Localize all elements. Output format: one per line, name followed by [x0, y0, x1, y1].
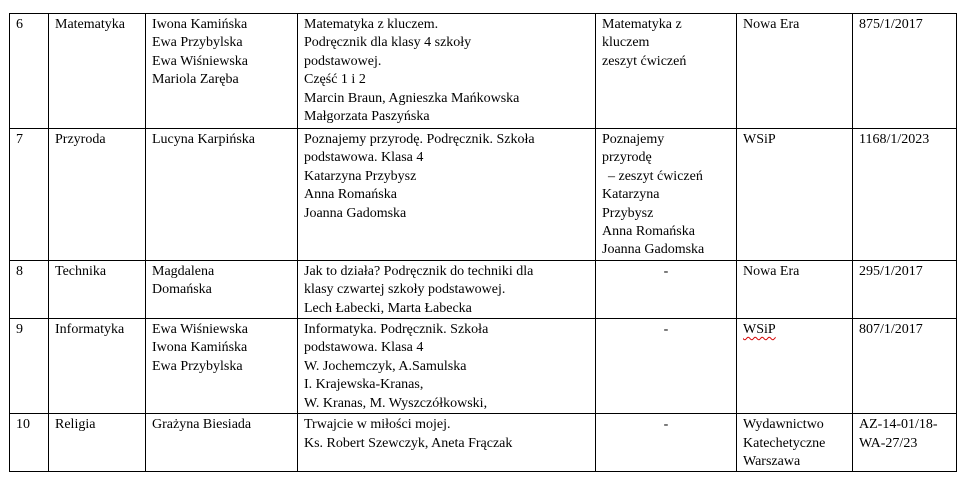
textbook-line: W. Kranas, M. Wyszczółkowski,: [304, 395, 488, 411]
row-number-cell: [10, 129, 49, 261]
publisher-line: Nowa Era: [743, 263, 800, 279]
publisher-line: Katechetyczne: [743, 435, 826, 451]
publisher-line: Wydawnictwo: [743, 417, 824, 433]
textbook-cell: [298, 129, 596, 261]
authors-line: Grażyna Biesiada: [152, 417, 252, 433]
authors-line: Ewa Wiśniewska: [152, 322, 248, 338]
row-number-text: 7: [16, 132, 23, 147]
row-number-text: 9: [16, 322, 23, 338]
workbook-line: -: [663, 417, 669, 433]
workbook-line: Anna Romańska: [602, 224, 695, 240]
approval-number-line: 875/1/2017: [859, 17, 923, 32]
textbook-line: Trwajcie w miłości mojej.: [304, 417, 451, 433]
approval-number-line: 295/1/2017: [859, 263, 923, 279]
approval-number-line: AZ-14-01/18-: [859, 417, 938, 433]
workbook-cell: [596, 129, 737, 261]
workbook-line: -: [663, 263, 669, 279]
authors-line: Ewa Wiśniewska: [152, 53, 248, 69]
textbook-line: Podręcznik dla klasy 4 szkoły: [304, 35, 472, 51]
textbook-line: Marcin Braun, Agnieszka Mańkowska: [304, 90, 520, 106]
textbook-cell: [298, 14, 596, 129]
authors-cell: [146, 14, 298, 129]
subject-text: Technika: [55, 263, 107, 279]
subject-text: Informatyka: [55, 322, 125, 338]
row-number-cell: [10, 260, 49, 318]
row-number-cell: [10, 414, 49, 472]
publisher-line: Nowa Era: [743, 17, 800, 32]
publisher-line: WSiP: [743, 132, 776, 147]
approval-number-cell: [853, 414, 957, 472]
table-row: [10, 14, 957, 129]
subject-cell: [49, 414, 146, 472]
workbook-cell: [596, 14, 737, 129]
textbook-line: Jak to działa? Podręcznik do techniki dla: [304, 263, 534, 279]
approval-number-cell: [853, 319, 957, 414]
textbook-cell: [298, 260, 596, 318]
textbook-line: Matematyka z kluczem.: [304, 17, 439, 32]
workbook-line: przyrodę: [602, 150, 652, 166]
table-row: [10, 129, 957, 261]
textbook-cell: [298, 319, 596, 414]
table-row: [10, 414, 957, 472]
textbook-line: I. Krajewska-Kranas,: [304, 377, 424, 393]
publisher-line: WSiP: [743, 322, 776, 338]
workbook-cell: [596, 260, 737, 318]
publisher-cell: [737, 319, 853, 414]
subject-text: Religia: [55, 417, 96, 433]
workbook-line: Katarzyna: [602, 187, 660, 203]
row-number-cell: [10, 319, 49, 414]
workbook-line: Poznajemy: [602, 132, 665, 147]
textbook-line: Joanna Gadomska: [304, 205, 407, 221]
approval-number-line: 1168/1/2023: [859, 132, 930, 147]
textbook-line: Informatyka. Podręcznik. Szkoła: [304, 322, 489, 338]
authors-line: Lucyna Karpińska: [152, 132, 256, 147]
textbook-line: Lech Łabecki, Marta Łabecka: [304, 300, 472, 316]
authors-line: Domańska: [152, 282, 212, 298]
table-row: [10, 260, 957, 318]
authors-cell: [146, 414, 298, 472]
authors-line: Ewa Przybylska: [152, 35, 243, 51]
workbook-cell: [596, 319, 737, 414]
publisher-cell: [737, 14, 853, 129]
authors-line: Ewa Przybylska: [152, 358, 243, 374]
approval-number-line: WA-27/23: [859, 435, 918, 451]
workbook-line: Przybysz: [602, 205, 654, 221]
textbook-line: Część 1 i 2: [304, 72, 366, 88]
textbook-line: Anna Romańska: [304, 187, 397, 203]
publisher-cell: [737, 129, 853, 261]
authors-line: Magdalena: [152, 263, 215, 279]
authors-line: Iwona Kamińska: [152, 340, 248, 356]
authors-cell: [146, 319, 298, 414]
approval-number-cell: [853, 14, 957, 129]
authors-line: Mariola Zaręba: [152, 72, 239, 88]
textbook-line: podstawowa. Klasa 4: [304, 150, 424, 166]
textbook-line: Ks. Robert Szewczyk, Aneta Frączak: [304, 435, 513, 451]
textbook-line: podstawowej.: [304, 53, 382, 69]
textbook-line: Małgorzata Paszyńska: [304, 109, 430, 125]
approval-number-cell: [853, 260, 957, 318]
workbook-line: zeszyt ćwiczeń: [602, 53, 687, 69]
textbook-line: podstawowa. Klasa 4: [304, 340, 424, 356]
workbook-line: Joanna Gadomska: [602, 242, 705, 258]
subject-text: Matematyka: [55, 17, 125, 32]
approval-number-line: 807/1/2017: [859, 322, 923, 338]
textbook-line: Katarzyna Przybysz: [304, 168, 417, 184]
workbook-cell: [596, 414, 737, 472]
subject-cell: [49, 319, 146, 414]
textbook-line: Poznajemy przyrodę. Podręcznik. Szkoła: [304, 132, 535, 147]
authors-cell: [146, 260, 298, 318]
workbook-line: kluczem: [602, 35, 650, 51]
textbook-list-table: [9, 13, 957, 472]
authors-cell: [146, 129, 298, 261]
publisher-cell: [737, 414, 853, 472]
table-body: [10, 14, 957, 472]
row-number-cell: [10, 14, 49, 129]
row-number-text: 8: [16, 263, 23, 279]
textbook-line: W. Jochemczyk, A.Samulska: [304, 358, 467, 374]
textbook-line: klasy czwartej szkoły podstawowej.: [304, 282, 506, 298]
subject-cell: [49, 129, 146, 261]
publisher-line: Warszawa: [743, 453, 801, 469]
publisher-cell: [737, 260, 853, 318]
row-number-text: 10: [16, 417, 30, 433]
textbook-cell: [298, 414, 596, 472]
subject-cell: [49, 14, 146, 129]
workbook-line: – zeszyt ćwiczeń: [608, 168, 703, 184]
authors-line: Iwona Kamińska: [152, 17, 248, 32]
subject-cell: [49, 260, 146, 318]
subject-text: Przyroda: [55, 132, 106, 147]
approval-number-cell: [853, 129, 957, 261]
workbook-line: Matematyka z: [602, 17, 682, 32]
workbook-line: -: [663, 322, 669, 338]
row-number-text: 6: [16, 17, 23, 32]
table-row: [10, 319, 957, 414]
